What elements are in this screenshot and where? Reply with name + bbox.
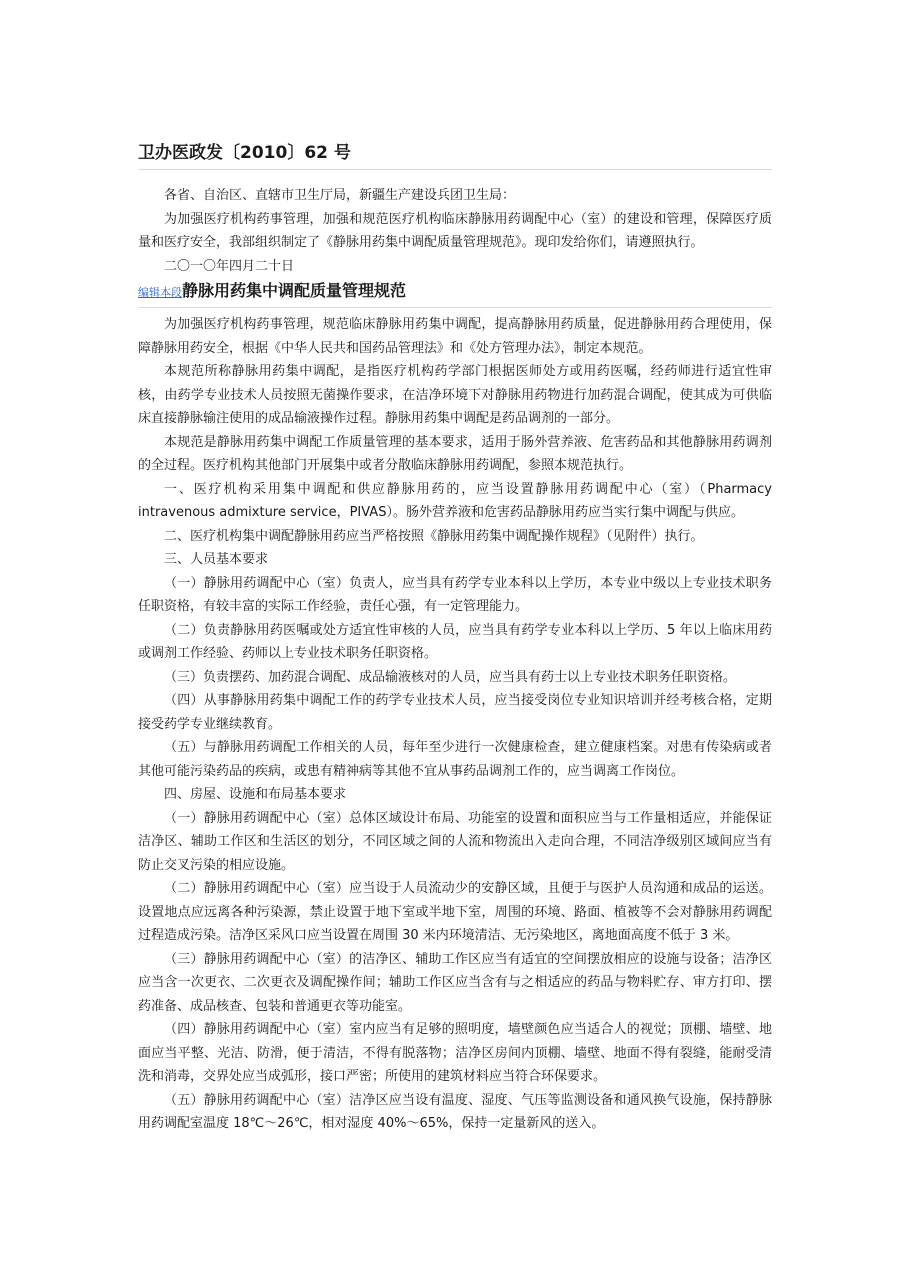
- body-paragraph: （二）负责静脉用药医嘱或处方适宜性审核的人员，应当具有药学专业本科以上学历、5 年以上临床用药或调剂工作经验、药师以上专业技术职务任职资格。: [138, 622, 772, 661]
- body-paragraph: （一）静脉用药调配中心（室）负责人，应当具有药学专业本科以上学历，本专业中级以上专业技术职务任职资格，有较丰富的实际工作经验，责任心强，有一定管理能力。: [138, 575, 772, 614]
- body-paragraph: 四、房屋、设施和布局基本要求: [164, 787, 347, 802]
- body-paragraph: （四）从事静脉用药集中调配工作的药学专业技术人员，应当接受岗位专业知识培训并经考核合格，定期接受药学专业继续教育。: [138, 693, 772, 732]
- intro-paragraph: 为加强医疗机构药事管理，加强和规范医疗机构临床静脉用药调配中心（室）的建设和管理，保障医疗质量和医疗安全，我部组织制定了《静脉用药集中调配质量管理规范》。现印发给你们，请遵照执行。: [138, 211, 772, 250]
- document-number: 卫办医政发〔2010〕62 号: [138, 139, 772, 170]
- body-paragraph: 本规范所称静脉用药集中调配，是指医疗机构药学部门根据医师处方或用药医嘱，经药师进行适宜性审核，由药学专业技术人员按照无菌操作要求，在洁净环境下对静脉用药物进行加药混合调配，使其成为可供临床直接静脉输注使用的成品输液操作过程。静脉用药集中调配是药品调剂的一部分。: [138, 364, 772, 426]
- section-heading: [138, 278, 772, 308]
- body-paragraph: 本规范是静脉用药集中调配工作质量管理的基本要求，适用于肠外营养液、危害药品和其他静脉用药调剂的全过程。医疗机构其他部门开展集中或者分散临床静脉用药调配，参照本规范执行。: [138, 434, 772, 473]
- greeting-paragraph: 各省、自治区、直辖市卫生厅局，新疆生产建设兵团卫生局：: [164, 188, 516, 203]
- notice-block: [138, 184, 772, 278]
- body-paragraph: （三）负责摆药、加药混合调配、成品输液核对的人员，应当具有药士以上专业技术职务任职资格。: [164, 669, 737, 685]
- body-paragraph: （二）静脉用药调配中心（室）应当设于人员流动少的安静区域，且便于与医护人员沟通和成品的运送。设置地点应远离各种污染源，禁止设置于地下室或半地下室，周围的环境、路面、植被等不会对静脉用药调配过程造成污染。洁净区采风口应当设置在周围 30 米内环境清洁、无污染地区，离地面高度不低于 3 米。: [138, 881, 772, 943]
- body-paragraph: 三、人员基本要求: [164, 552, 269, 567]
- section-title: 静脉用药集中调配质量管理规范: [182, 281, 407, 300]
- body-paragraph: 二、医疗机构集中调配静脉用药应当严格按照《静脉用药集中调配操作规程》（见附件）执行。: [164, 528, 704, 544]
- body-paragraph: （四）静脉用药调配中心（室）室内应当有足够的照明度，墙壁颜色应当适合人的视觉；顶棚、墙壁、地面应当平整、光洁、防滑，便于清洁，不得有脱落物；洁净区房间内顶棚、墙壁、地面不得有裂缝，能耐受清洗和消毒，交界处应当成弧形，接口严密；所使用的建筑材料应当符合环保要求。: [138, 1022, 772, 1084]
- body-paragraph: （三）静脉用药调配中心（室）的洁净区、辅助工作区应当有适宜的空间摆放相应的设施与设备；洁净区应当含一次更衣、二次更衣及调配操作间；辅助工作区应当含有与之相适应的药品与物料贮存、审方打印、摆药准备、成品核查、包装和普通更衣等功能室。: [138, 951, 772, 1014]
- body-paragraph: 为加强医疗机构药事管理，规范临床静脉用药集中调配，提高静脉用药质量，促进静脉用药合理使用，保障静脉用药安全，根据《中华人民共和国药品管理法》和《处方管理办法》，制定本规范。: [138, 317, 772, 356]
- body-paragraph: （五）与静脉用药调配工作相关的人员，每年至少进行一次健康检查，建立健康档案。对患有传染病或者其他可能污染药品的疾病，或患有精神病等其他不宜从事药品调剂工作的，应当调离工作岗位。: [138, 740, 772, 779]
- body-paragraph: （一）静脉用药调配中心（室）总体区域设计布局、功能室的设置和面积应当与工作量相适应，并能保证洁净区、辅助工作区和生活区的划分，不同区域之间的人流和物流出入走向合理，不同洁净级别区域间应当有防止交叉污染的相应设施。: [138, 810, 772, 873]
- edit-section-link[interactable]: 编辑本段: [138, 286, 182, 299]
- body-paragraph: （五）静脉用药调配中心（室）洁净区应当设有温度、湿度、气压等监测设备和通风换气设施，保持静脉用药调配室温度 18℃～26℃，相对湿度 40%～65%，保持一定量新风的送入。: [138, 1092, 772, 1131]
- regulation-body: [138, 313, 772, 1136]
- issue-date: 二〇一〇年四月二十日: [164, 258, 295, 274]
- body-paragraph: 一、医疗机构采用集中调配和供应静脉用药的，应当设置静脉用药调配中心（室）（Pharmacy intravenous admixture service，PIVAS）。肠外营养液和危害药品静脉用药应当实行集中调配与供应。: [138, 481, 772, 520]
